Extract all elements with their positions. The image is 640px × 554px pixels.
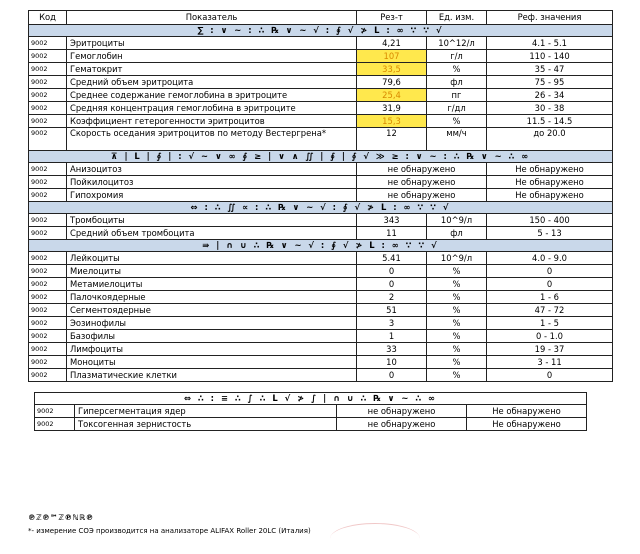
section-title: ∑ : ∨ ~ : ∴ ℞ ∨ ~ √ : ∮ √ ≯ L : ∞ ∵ ∵ √ bbox=[29, 25, 613, 37]
section-title: ⊼ | L | ∮ | : √ ~ ∨ ∞ ∮ ≥ | ∨ ∧ ∬ | ∮ | ∮ √ ≫ ≥ : ∨ ~ : ∴ ℞ ∨ ~ ∴ ∞ bbox=[29, 151, 613, 163]
row-name: Анизоцитоз bbox=[67, 163, 357, 176]
row-value: 12 bbox=[357, 128, 427, 151]
row-name: Базофилы bbox=[67, 330, 357, 343]
table-row bbox=[29, 189, 613, 202]
row-value: не обнаружено bbox=[357, 176, 487, 189]
row-unit: фл bbox=[427, 227, 487, 240]
row-name: Палочкоядерные bbox=[67, 291, 357, 304]
section-header bbox=[35, 393, 587, 405]
row-code: 9002 bbox=[29, 189, 67, 202]
section-header bbox=[29, 240, 613, 252]
row-ref: 0 bbox=[487, 278, 613, 291]
row-unit: г/дл bbox=[427, 102, 487, 115]
section-header bbox=[29, 151, 613, 163]
row-code: 9002 bbox=[29, 115, 67, 128]
row-code: 9002 bbox=[29, 252, 67, 265]
row-ref: Не обнаружено bbox=[487, 163, 613, 176]
row-unit: % bbox=[427, 291, 487, 304]
row-code: 9002 bbox=[29, 304, 67, 317]
row-code: 9002 bbox=[29, 356, 67, 369]
table-row bbox=[29, 356, 613, 369]
row-name: Гемоглобин bbox=[67, 50, 357, 63]
row-name: Лимфоциты bbox=[67, 343, 357, 356]
row-name: Среднее содержание гемоглобина в эритроците bbox=[67, 89, 357, 102]
row-unit: мм/ч bbox=[427, 128, 487, 151]
row-unit: пг bbox=[427, 89, 487, 102]
row-value: 343 bbox=[357, 214, 427, 227]
footer-note: *- измерение СОЭ производится на анализаторе ALIFAX Roller 20LC (Италия) bbox=[28, 527, 311, 535]
table-row bbox=[29, 330, 613, 343]
row-code: 9002 bbox=[29, 163, 67, 176]
row-value: 15,3 bbox=[357, 115, 427, 128]
row-ref: 11.5 - 14.5 bbox=[487, 115, 613, 128]
row-value: не обнаружено bbox=[357, 189, 487, 202]
row-ref: 19 - 37 bbox=[487, 343, 613, 356]
row-value: 1 bbox=[357, 330, 427, 343]
row-value: не обнаружено bbox=[337, 418, 467, 431]
row-ref: Не обнаружено bbox=[487, 189, 613, 202]
section-title: ⇛ | ∩ ∪ ∴ ℞ ∨ ~ √ : ∮ √ ≯ L : ∞ ∵ ∵ √ bbox=[29, 240, 613, 252]
row-ref: 4.1 - 5.1 bbox=[487, 37, 613, 50]
row-value: 33 bbox=[357, 343, 427, 356]
row-name: Гипохромия bbox=[67, 189, 357, 202]
row-ref: 30 - 38 bbox=[487, 102, 613, 115]
row-unit: % bbox=[427, 356, 487, 369]
section-title: ⇔ : ∴ ∬ ∝ : ∴ ℞ ∨ ~ √ : ∮ √ ≯ L : ∞ ∵ ∵ √ bbox=[29, 202, 613, 214]
table-row bbox=[29, 89, 613, 102]
row-value: не обнаружено bbox=[337, 405, 467, 418]
row-name: Коэффициент гетерогенности эритроцитов bbox=[67, 115, 357, 128]
row-name: Лейкоциты bbox=[67, 252, 357, 265]
row-unit: г/л bbox=[427, 50, 487, 63]
row-unit: % bbox=[427, 369, 487, 382]
row-value: 3 bbox=[357, 317, 427, 330]
row-unit: % bbox=[427, 330, 487, 343]
row-ref: 75 - 95 bbox=[487, 76, 613, 89]
table-row bbox=[29, 76, 613, 89]
row-value: 0 bbox=[357, 265, 427, 278]
row-ref: Не обнаружено bbox=[487, 176, 613, 189]
table-row bbox=[29, 115, 613, 128]
row-value: 25,4 bbox=[357, 89, 427, 102]
row-name: Токсогенная зернистость bbox=[75, 418, 337, 431]
row-value: 11 bbox=[357, 227, 427, 240]
row-value: 51 bbox=[357, 304, 427, 317]
lab-results-sheet bbox=[28, 10, 612, 431]
row-unit: % bbox=[427, 265, 487, 278]
stamp bbox=[330, 523, 420, 554]
row-name: Гиперсегментация ядер bbox=[75, 405, 337, 418]
secondary-body bbox=[35, 393, 587, 431]
row-ref: 1 - 5 bbox=[487, 317, 613, 330]
row-code: 9002 bbox=[29, 128, 67, 151]
footer bbox=[28, 513, 311, 535]
row-ref: 5 - 13 bbox=[487, 227, 613, 240]
row-unit: фл bbox=[427, 76, 487, 89]
section-title: ⇔ ∴ : ≡ ∴ ∫ ∴ L √ ≯ ∫ | ∩ ∪ ∴ ℞ ∨ ~ ∴ ∞ bbox=[35, 393, 587, 405]
table-row bbox=[29, 50, 613, 63]
row-name: Метамиелоциты bbox=[67, 278, 357, 291]
row-ref: 0 bbox=[487, 265, 613, 278]
row-code: 9002 bbox=[29, 317, 67, 330]
row-ref: 26 - 34 bbox=[487, 89, 613, 102]
row-value: 0 bbox=[357, 278, 427, 291]
row-name: Скорость оседания эритроцитов по методу Вестергрена* bbox=[67, 128, 357, 151]
row-unit: % bbox=[427, 63, 487, 76]
row-code: 9002 bbox=[29, 330, 67, 343]
row-code: 9002 bbox=[29, 37, 67, 50]
header-code: Код bbox=[29, 11, 67, 25]
table-row bbox=[29, 37, 613, 50]
row-unit: % bbox=[427, 304, 487, 317]
row-name: Тромбоциты bbox=[67, 214, 357, 227]
row-code: 9002 bbox=[35, 418, 75, 431]
row-value: не обнаружено bbox=[357, 163, 487, 176]
row-unit: % bbox=[427, 115, 487, 128]
header-unit: Ед. изм. bbox=[427, 11, 487, 25]
row-code: 9002 bbox=[29, 76, 67, 89]
row-name: Сегментоядерные bbox=[67, 304, 357, 317]
row-ref: Не обнаружено bbox=[467, 405, 587, 418]
table-row bbox=[29, 317, 613, 330]
row-code: 9002 bbox=[29, 214, 67, 227]
table-row bbox=[29, 227, 613, 240]
table-row bbox=[29, 369, 613, 382]
table-header bbox=[29, 11, 613, 25]
row-code: 9002 bbox=[29, 50, 67, 63]
table-row bbox=[29, 343, 613, 356]
row-ref: 110 - 140 bbox=[487, 50, 613, 63]
row-value: 0 bbox=[357, 369, 427, 382]
table-row bbox=[29, 252, 613, 265]
row-name: Плазматические клетки bbox=[67, 369, 357, 382]
row-ref: 4.0 - 9.0 bbox=[487, 252, 613, 265]
results-table bbox=[28, 10, 613, 382]
table-row bbox=[29, 278, 613, 291]
row-unit: 10^12/л bbox=[427, 37, 487, 50]
row-ref: Не обнаружено bbox=[467, 418, 587, 431]
row-ref: 0 bbox=[487, 369, 613, 382]
row-ref: 3 - 11 bbox=[487, 356, 613, 369]
table-row bbox=[29, 214, 613, 227]
header-ref: Реф. значения bbox=[487, 11, 613, 25]
row-code: 9002 bbox=[29, 89, 67, 102]
secondary-table bbox=[34, 392, 587, 431]
row-code: 9002 bbox=[29, 343, 67, 356]
table-row bbox=[29, 265, 613, 278]
row-ref: до 20.0 bbox=[487, 128, 613, 151]
section-header bbox=[29, 25, 613, 37]
row-unit: % bbox=[427, 343, 487, 356]
row-code: 9002 bbox=[29, 227, 67, 240]
row-unit: % bbox=[427, 278, 487, 291]
row-value: 2 bbox=[357, 291, 427, 304]
footer-note-title: ℗ℤ℗℠ℤ℗ℕℝ℗ bbox=[28, 513, 94, 522]
row-unit: 10^9/л bbox=[427, 252, 487, 265]
table-row bbox=[29, 176, 613, 189]
row-code: 9002 bbox=[29, 265, 67, 278]
row-value: 10 bbox=[357, 356, 427, 369]
header-name: Показатель bbox=[67, 11, 357, 25]
row-ref: 150 - 400 bbox=[487, 214, 613, 227]
row-ref: 47 - 72 bbox=[487, 304, 613, 317]
row-code: 9002 bbox=[35, 405, 75, 418]
row-code: 9002 bbox=[29, 369, 67, 382]
table-row bbox=[35, 405, 587, 418]
table-row bbox=[35, 418, 587, 431]
row-name: Миелоциты bbox=[67, 265, 357, 278]
row-code: 9002 bbox=[29, 291, 67, 304]
row-value: 107 bbox=[357, 50, 427, 63]
row-name: Гематокрит bbox=[67, 63, 357, 76]
table-row bbox=[29, 128, 613, 151]
row-value: 33,5 bbox=[357, 63, 427, 76]
table-row bbox=[29, 102, 613, 115]
row-code: 9002 bbox=[29, 102, 67, 115]
table-row bbox=[29, 304, 613, 317]
row-name: Моноциты bbox=[67, 356, 357, 369]
row-name: Пойкилоцитоз bbox=[67, 176, 357, 189]
row-ref: 0 - 1.0 bbox=[487, 330, 613, 343]
row-code: 9002 bbox=[29, 278, 67, 291]
table-row bbox=[29, 291, 613, 304]
row-name: Эозинофилы bbox=[67, 317, 357, 330]
row-name: Средняя концентрация гемоглобина в эритроците bbox=[67, 102, 357, 115]
results-body bbox=[29, 25, 613, 382]
table-row bbox=[29, 163, 613, 176]
section-header bbox=[29, 202, 613, 214]
row-unit: % bbox=[427, 317, 487, 330]
row-ref: 1 - 6 bbox=[487, 291, 613, 304]
row-code: 9002 bbox=[29, 176, 67, 189]
row-unit: 10^9/л bbox=[427, 214, 487, 227]
row-value: 31,9 bbox=[357, 102, 427, 115]
row-name: Средний объем эритроцита bbox=[67, 76, 357, 89]
row-value: 5.41 bbox=[357, 252, 427, 265]
row-code: 9002 bbox=[29, 63, 67, 76]
row-name: Средний объем тромбоцита bbox=[67, 227, 357, 240]
header-result: Рез-т bbox=[357, 11, 427, 25]
table-row bbox=[29, 63, 613, 76]
row-name: Эритроциты bbox=[67, 37, 357, 50]
row-value: 4,21 bbox=[357, 37, 427, 50]
row-value: 79,6 bbox=[357, 76, 427, 89]
row-ref: 35 - 47 bbox=[487, 63, 613, 76]
